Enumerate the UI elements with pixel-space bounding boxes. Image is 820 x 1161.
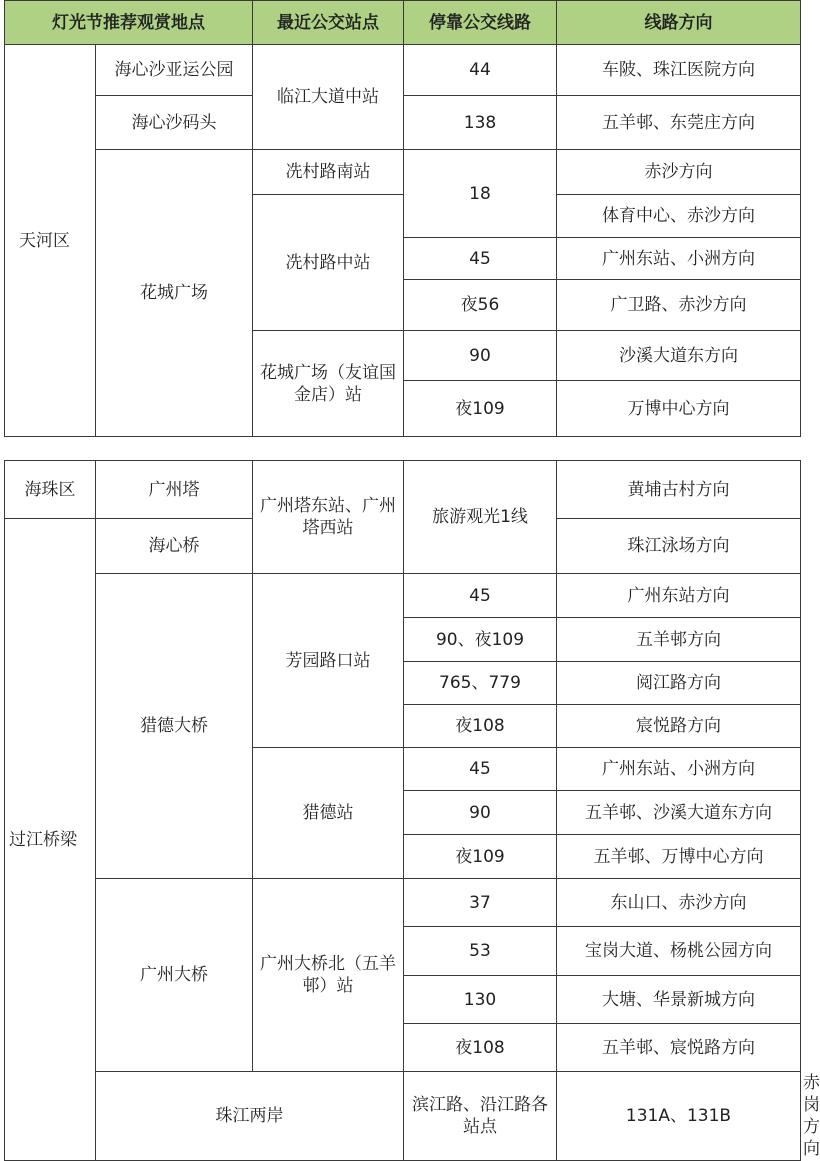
direction-cell: 广州东站、小洲方向 bbox=[557, 748, 801, 791]
line-cell: 90 bbox=[404, 791, 557, 835]
stop-cell: 花城广场（友谊国金店）站 bbox=[253, 331, 404, 437]
direction-cell: 东山口、赤沙方向 bbox=[557, 879, 801, 927]
direction-cell: 沙溪大道东方向 bbox=[557, 331, 801, 381]
direction-cell: 五羊邨、宸悦路方向 bbox=[557, 1024, 801, 1072]
line-cell: 夜108 bbox=[404, 705, 557, 748]
stop-cell: 滨江路、沿江路各站点 bbox=[404, 1072, 557, 1161]
line-cell: 90 bbox=[404, 331, 557, 381]
direction-cell: 五羊邨、万博中心方向 bbox=[557, 835, 801, 879]
location-cell: 海心桥 bbox=[96, 519, 253, 574]
line-cell: 44 bbox=[404, 45, 557, 96]
line-cell: 18 bbox=[404, 150, 557, 238]
header-location: 灯光节推荐观赏地点 bbox=[5, 1, 253, 45]
table-row bbox=[5, 574, 801, 618]
stop-cell: 冼村路中站 bbox=[253, 195, 404, 331]
line-cell: 765、779 bbox=[404, 662, 557, 705]
line-cell: 130 bbox=[404, 976, 557, 1024]
district-bridges: 过江桥梁 bbox=[5, 519, 96, 1161]
line-cell: 45 bbox=[404, 238, 557, 280]
table-haizhu-bridges bbox=[4, 460, 820, 1161]
table-row bbox=[5, 150, 801, 195]
direction-cell: 体育中心、赤沙方向 bbox=[557, 195, 801, 238]
direction-cell: 广卫路、赤沙方向 bbox=[557, 280, 801, 331]
table-tianhe bbox=[4, 0, 801, 437]
direction-cell: 珠江泳场方向 bbox=[557, 519, 801, 574]
line-cell: 37 bbox=[404, 879, 557, 927]
stop-cell: 芳园路口站 bbox=[253, 574, 404, 748]
location-cell: 猎德大桥 bbox=[96, 574, 253, 879]
location-cell: 广州塔 bbox=[96, 461, 253, 519]
direction-cell: 五羊邨方向 bbox=[557, 618, 801, 662]
location-cell: 广州大桥 bbox=[96, 879, 253, 1072]
direction-cell: 广州东站、小洲方向 bbox=[557, 238, 801, 280]
location-cell: 海心沙码头 bbox=[96, 96, 253, 150]
table-row bbox=[5, 45, 801, 96]
stop-cell: 猎德站 bbox=[253, 748, 404, 879]
location-pearl-river: 珠江两岸 bbox=[96, 1072, 404, 1161]
location-cell: 海心沙亚运公园 bbox=[96, 45, 253, 96]
direction-cell: 五羊邨、沙溪大道东方向 bbox=[557, 791, 801, 835]
line-cell: 夜109 bbox=[404, 835, 557, 879]
stop-cell: 临江大道中站 bbox=[253, 45, 404, 150]
district-tianhe: 天河区 bbox=[5, 45, 96, 437]
line-cell: 131A、131B bbox=[557, 1072, 801, 1161]
location-cell: 花城广场 bbox=[96, 150, 253, 437]
header-line: 停靠公交线路 bbox=[404, 1, 557, 45]
line-cell: 45 bbox=[404, 748, 557, 791]
header-stop: 最近公交站点 bbox=[253, 1, 404, 45]
table-row: 珠江两岸 滨江路、沿江路各站点 131A、131B 赤岗方向 bbox=[5, 1072, 801, 1161]
stop-cell: 广州塔东站、广州塔西站 bbox=[253, 461, 404, 574]
table-gap bbox=[0, 437, 800, 459]
table-row bbox=[5, 879, 801, 927]
district-haizhu: 海珠区 bbox=[5, 461, 96, 519]
direction-cell: 赤沙方向 bbox=[557, 150, 801, 195]
table-header-row bbox=[5, 1, 801, 45]
direction-cell: 黄埔古村方向 bbox=[557, 461, 801, 519]
direction-cell: 阅江路方向 bbox=[557, 662, 801, 705]
direction-cell: 宝岗大道、杨桃公园方向 bbox=[557, 927, 801, 976]
direction-cell: 大塘、华景新城方向 bbox=[557, 976, 801, 1024]
line-cell: 夜108 bbox=[404, 1024, 557, 1072]
line-cell: 旅游观光1线 bbox=[404, 461, 557, 574]
line-cell: 夜109 bbox=[404, 381, 557, 437]
direction-cell: 五羊邨、东莞庄方向 bbox=[557, 96, 801, 150]
stop-cell: 冼村路南站 bbox=[253, 150, 404, 195]
table-row bbox=[5, 461, 801, 519]
line-cell: 138 bbox=[404, 96, 557, 150]
line-cell: 53 bbox=[404, 927, 557, 976]
direction-cell: 宸悦路方向 bbox=[557, 705, 801, 748]
direction-cell: 万博中心方向 bbox=[557, 381, 801, 437]
direction-cell: 车陂、珠江医院方向 bbox=[557, 45, 801, 96]
direction-cell: 广州东站方向 bbox=[557, 574, 801, 618]
header-direction: 线路方向 bbox=[557, 1, 801, 45]
line-cell: 夜56 bbox=[404, 280, 557, 331]
line-cell: 45 bbox=[404, 574, 557, 618]
line-cell: 90、夜109 bbox=[404, 618, 557, 662]
stop-cell: 广州大桥北（五羊邨）站 bbox=[253, 879, 404, 1072]
